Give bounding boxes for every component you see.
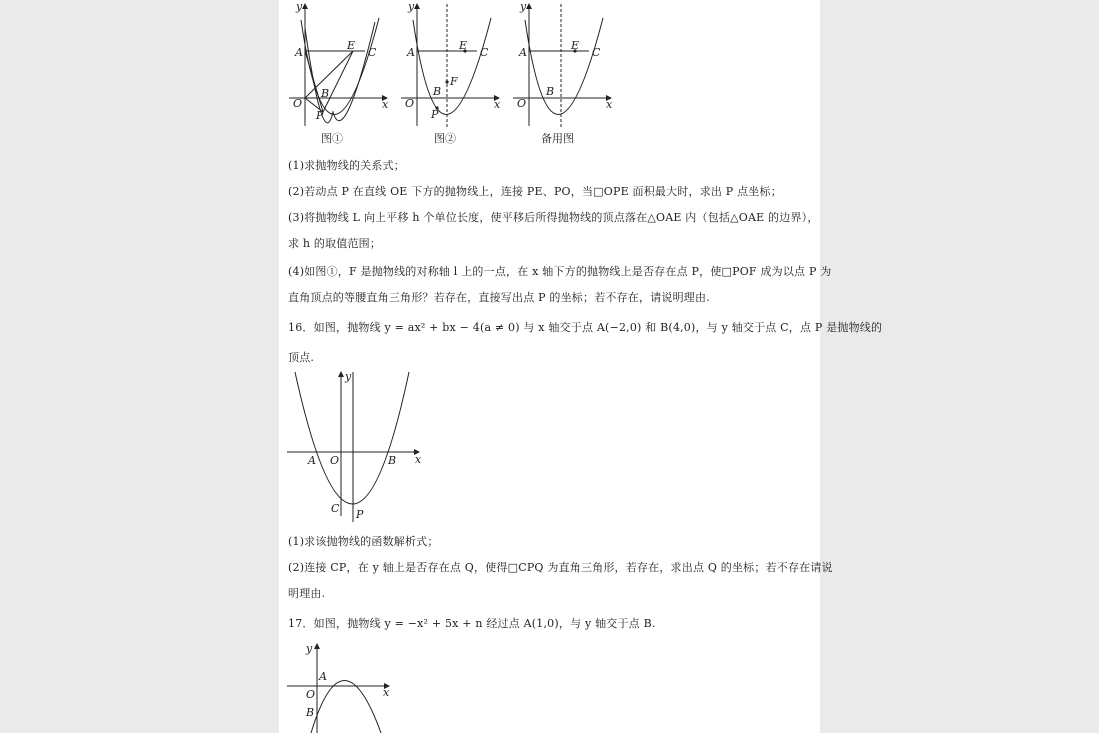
q15-part4-line2: 直角顶点的等腰直角三角形？若存在，直接写出点 P 的坐标；若不存在，请说明理由.: [288, 291, 710, 304]
fig2-A-label: A: [407, 46, 415, 59]
fig2-x-label: x: [494, 98, 501, 111]
fig3-caption: 备用图: [541, 132, 574, 145]
fig2-F-label: F: [450, 75, 458, 88]
q16-y-label: y: [345, 370, 352, 383]
q17-O-label: O: [306, 688, 316, 701]
fig3-y-label: y: [520, 0, 527, 13]
q17-B-label: B: [306, 706, 315, 719]
fig3-A-label: A: [519, 46, 527, 59]
fig1-y-label: y: [296, 0, 303, 13]
fig3-C-label: C: [592, 46, 601, 59]
q16-stem-line1: 16．如图，抛物线 y = ax² + bx − 4(a ≠ 0) 与 x 轴交于点 A(−2,0) 和 B(4,0)，与 y 轴交于点 C，点 P 是抛物线的: [288, 321, 883, 334]
q16-part2-line2: 明理由.: [288, 587, 326, 600]
fig2-B-label: B: [433, 85, 442, 98]
q17-x-label: x: [383, 686, 390, 699]
fig2-E-label: E: [459, 39, 468, 52]
figure-3: [513, 0, 613, 145]
fig1-E-label: E: [347, 39, 356, 52]
fig1-P-label: P: [316, 109, 324, 122]
figure-q16: [279, 366, 439, 526]
fig3-x-label: x: [606, 98, 613, 111]
q16-P-label: P: [356, 508, 364, 521]
fig2-caption: 图②: [434, 132, 456, 145]
q15-part2: (2)若动点 P 在直线 OE 下方的抛物线上，连接 PE、PO，当□OPE 面积最大时，求出 P 点坐标；: [288, 185, 782, 198]
q17-stem: 17．如图，抛物线 y = −x² + 5x + n 经过点 A(1,0)，与 y 轴交于点 B.: [288, 617, 656, 630]
q16-x-label: x: [415, 453, 422, 466]
q16-part1: (1)求该抛物线的函数解析式；: [288, 535, 439, 548]
q15-part1: (1)求抛物线的关系式；: [288, 159, 405, 172]
q16-B-label: B: [388, 454, 397, 467]
fig1-x-label: x: [382, 98, 389, 111]
q16-A-label: A: [308, 454, 316, 467]
q16-stem-line2: 顶点.: [288, 351, 315, 364]
q16-part2-line1: (2)连接 CP，在 y 轴上是否存在点 Q，使得□CPQ 为直角三角形，若存在，求出点 Q 的坐标；若不存在请说: [288, 561, 833, 574]
fig2-P-label: P: [431, 108, 439, 121]
fig3-E-label: E: [571, 39, 580, 52]
figure-q17: [279, 638, 439, 733]
figure-1: [289, 0, 389, 145]
q17-A-label: A: [319, 670, 327, 683]
q15-part4-line1: (4)如图①，F 是抛物线的对称轴 l 上的一点，在 x 轴下方的抛物线上是否存在点 P，使□POF 成为以点 P 为: [288, 265, 832, 278]
q15-part3-line2: 求 h 的取值范围；: [288, 237, 382, 250]
fig1-B-label: B: [321, 87, 330, 100]
fig1-A-label: A: [295, 46, 303, 59]
fig2-y-label: y: [408, 0, 415, 13]
fig3-B-label: B: [546, 85, 555, 98]
fig2-O-label: O: [405, 97, 415, 110]
figure-2: [401, 0, 501, 145]
fig3-O-label: O: [517, 97, 527, 110]
fig1-O-label: O: [293, 97, 303, 110]
q15-part3-line1: (3)将抛物线 L 向上平移 h 个单位长度，使平移后所得抛物线的顶点落在△OAE 内（包括△OAE 的边界），: [288, 211, 819, 224]
q16-C-label: C: [331, 502, 340, 515]
figures-row-q15: [279, 0, 820, 150]
document-page: [279, 0, 883, 733]
fig2-C-label: C: [480, 46, 489, 59]
fig1-caption: 图①: [321, 132, 343, 145]
q17-y-label: y: [306, 642, 313, 655]
fig1-C-label: C: [368, 46, 377, 59]
q16-O-label: O: [330, 454, 340, 467]
